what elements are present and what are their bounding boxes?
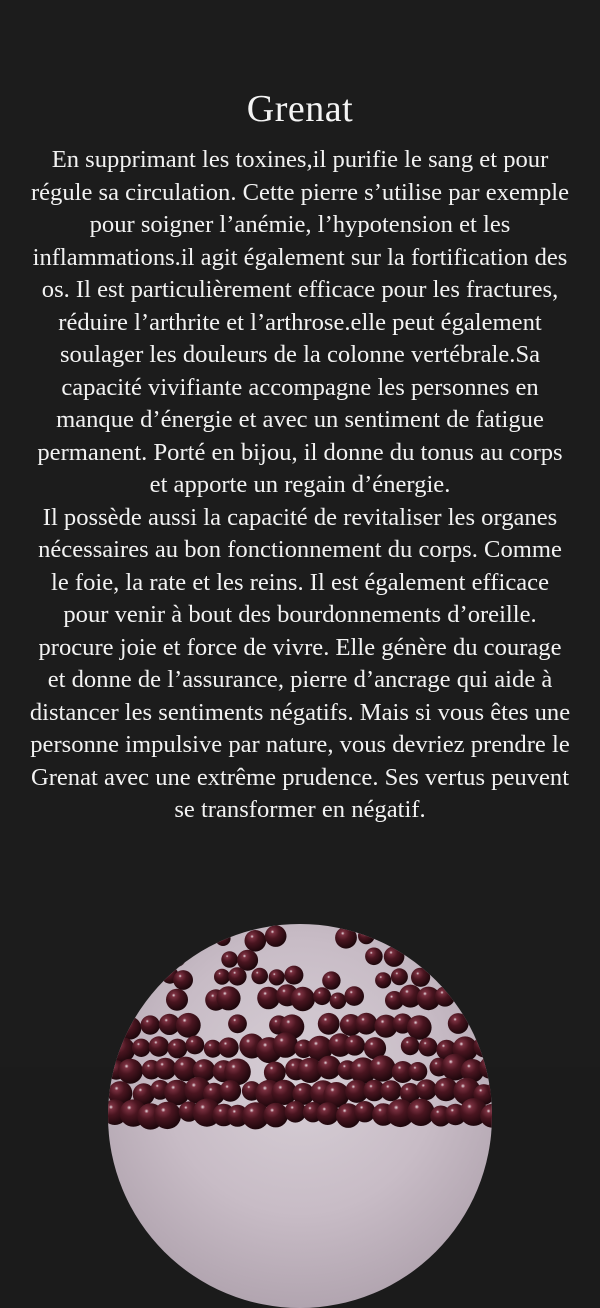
bead [318, 1013, 340, 1035]
bead [115, 987, 137, 1009]
bead [384, 946, 405, 967]
bead [167, 948, 186, 967]
bead [108, 969, 123, 990]
bead [214, 969, 230, 985]
bead [112, 946, 130, 964]
bead [269, 969, 285, 985]
bead [245, 930, 267, 952]
bead [141, 1015, 160, 1034]
bead [456, 986, 475, 1005]
garnet-beads-image [108, 924, 492, 1308]
bead [375, 972, 391, 988]
bead [466, 931, 483, 948]
description-text [28, 144, 572, 827]
bead [330, 993, 347, 1010]
bead [433, 932, 449, 948]
bead [161, 928, 180, 947]
bead [416, 1079, 437, 1100]
bead [322, 971, 340, 989]
bead [237, 950, 258, 971]
bead [130, 949, 150, 969]
bead [408, 1062, 427, 1081]
bead [154, 1102, 181, 1129]
bead [228, 967, 246, 985]
bead [218, 1037, 238, 1057]
bead [215, 931, 230, 946]
bead [481, 1014, 492, 1033]
bead [273, 1032, 298, 1057]
bead [166, 989, 188, 1011]
bead [316, 1102, 339, 1125]
bead [176, 1013, 201, 1038]
bead [335, 927, 357, 949]
bead [284, 966, 303, 985]
bead [149, 1036, 169, 1056]
bead [344, 1035, 365, 1056]
bead [401, 1037, 420, 1056]
bead [154, 1058, 176, 1080]
bead [220, 1080, 242, 1102]
bead [365, 948, 383, 966]
bead [435, 986, 455, 1006]
garnet-beads-photo [108, 924, 492, 1308]
bead [264, 1103, 289, 1128]
page-title: Grenat [0, 86, 600, 132]
bead [380, 1080, 401, 1101]
bead [419, 1038, 438, 1057]
bead [228, 1014, 247, 1033]
bead [118, 1017, 141, 1040]
bead [257, 987, 280, 1010]
bead [118, 1059, 143, 1084]
bead [216, 986, 240, 1010]
bead [132, 1039, 150, 1057]
bead [355, 1013, 377, 1035]
paragraph-1: En supprimant les toxines,il purifie le sang et pour régule sa circulation. Cette pierre s’utilise par exemple pour soigner l’anémie, l’hypotension et les inflammations.il agit également sur la fortification des os. Il est particulièrement efficace pour les fractures, réduire l’arthrite et l’arthrose.elle peut également soulager les douleurs de la colonne vertébrale.Sa capacité vivifiante accompagne les personnes en manque d’énergie et avec un sentiment de fatigue permanent. Porté en bijou, il donne du tonus au corps et apporte un regain d’énergie. [28, 144, 572, 502]
bead [265, 925, 287, 947]
bead [441, 951, 459, 969]
bead [474, 988, 492, 1008]
paragraph-2: Il possède aussi la capacité de revitaliser les organes nécessaires au bon fonctionnement du corps. Comme le foie, la rate et les reins. Il est également efficace pour venir à bout des bourdonnements d’oreille. procure joie et force de vivre. Elle génère du courage et donne de l’assurance, pierre d’ancrage qui aide à distancer les sentiments négatifs. Mais si vous êtes une personne impulsive par nature, vous devriez prendre le Grenat avec une extrême prudence. Ses vertus peuvent se transformer en négatif. [28, 502, 572, 827]
bead [178, 926, 197, 945]
bead [354, 1101, 375, 1122]
bead [221, 951, 238, 968]
bead [344, 986, 364, 1006]
bead [358, 928, 375, 945]
bead [407, 1015, 432, 1040]
bead [168, 1039, 188, 1059]
bead [186, 1036, 205, 1055]
bead [173, 970, 193, 990]
bead [391, 968, 408, 985]
bead [313, 987, 331, 1005]
bead [448, 1013, 469, 1034]
bead [317, 1056, 341, 1080]
bead [407, 1099, 434, 1126]
bead [411, 968, 430, 987]
bead [291, 987, 315, 1011]
bead [419, 948, 438, 967]
bead [251, 968, 268, 985]
bead [369, 1055, 395, 1081]
bead [140, 929, 158, 947]
